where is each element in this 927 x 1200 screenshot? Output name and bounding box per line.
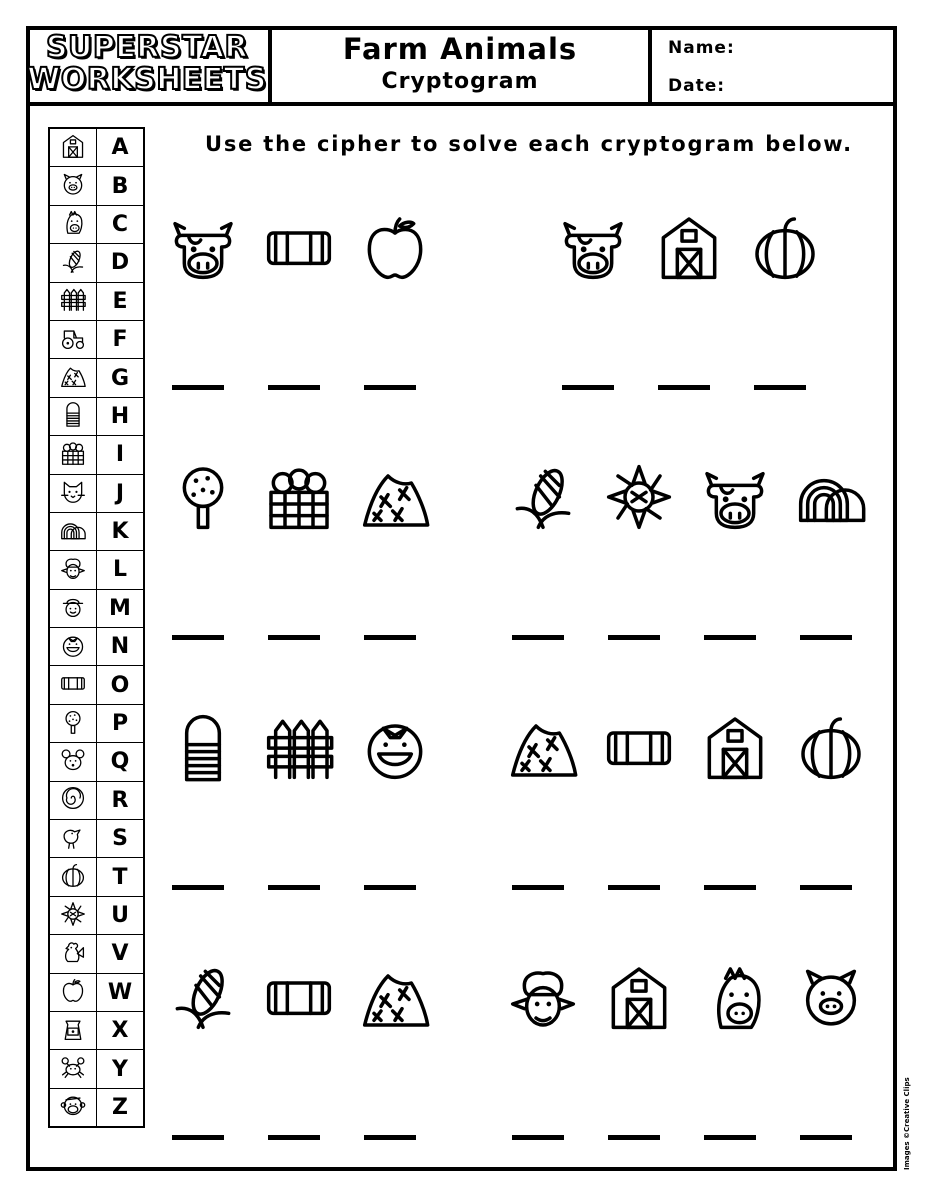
cipher-row bbox=[49, 743, 144, 781]
pumpkin-icon bbox=[49, 858, 97, 896]
answer-blank[interactable] bbox=[608, 1135, 660, 1140]
cipher-letter: O bbox=[97, 666, 145, 704]
snail-icon bbox=[49, 781, 97, 819]
barn-icon bbox=[654, 212, 724, 286]
mouse-icon bbox=[49, 743, 97, 781]
cipher-letter: X bbox=[97, 1011, 145, 1049]
cipher-letter: M bbox=[97, 589, 145, 627]
answer-blank[interactable] bbox=[608, 885, 660, 890]
corn-icon bbox=[168, 962, 238, 1036]
answer-blank[interactable] bbox=[754, 385, 806, 390]
haystack-icon bbox=[49, 359, 97, 397]
sunflower-icon bbox=[604, 462, 674, 536]
cipher-letter: L bbox=[97, 551, 145, 589]
sheep-icon bbox=[49, 551, 97, 589]
corn-icon bbox=[49, 244, 97, 282]
answer-blank[interactable] bbox=[512, 635, 564, 640]
fence-icon bbox=[49, 282, 97, 320]
cipher-letter: V bbox=[97, 935, 145, 973]
cow-icon bbox=[558, 212, 628, 286]
cipher-letter: A bbox=[97, 128, 145, 167]
cipher-row bbox=[49, 167, 144, 205]
answer-blank[interactable] bbox=[364, 635, 416, 640]
apple-basket-icon bbox=[49, 436, 97, 474]
name-label: Name: bbox=[668, 38, 735, 58]
tomato-icon bbox=[49, 628, 97, 666]
cat-icon bbox=[49, 474, 97, 512]
logo bbox=[26, 26, 272, 102]
answer-blank[interactable] bbox=[512, 1135, 564, 1140]
cipher-letter: D bbox=[97, 244, 145, 282]
answer-blank[interactable] bbox=[800, 1135, 852, 1140]
silo-icon bbox=[49, 397, 97, 435]
apple-icon bbox=[360, 212, 430, 286]
pumpkin-icon bbox=[796, 712, 866, 786]
pumpkin-icon bbox=[750, 212, 820, 286]
name-date-box bbox=[662, 26, 892, 102]
answer-blank[interactable] bbox=[268, 885, 320, 890]
cipher-letter: J bbox=[97, 474, 145, 512]
answer-blank[interactable] bbox=[704, 635, 756, 640]
cipher-letter: K bbox=[97, 512, 145, 550]
cow-icon bbox=[700, 462, 770, 536]
monkey-icon bbox=[49, 1088, 97, 1127]
answer-blank[interactable] bbox=[658, 385, 710, 390]
cipher-letter: H bbox=[97, 397, 145, 435]
answer-blank[interactable] bbox=[704, 885, 756, 890]
hay-roll-icon bbox=[796, 462, 866, 536]
answer-blank[interactable] bbox=[172, 885, 224, 890]
cipher-row bbox=[49, 1088, 144, 1127]
haystack-icon bbox=[508, 712, 578, 786]
cipher-row bbox=[49, 628, 144, 666]
worksheet-header bbox=[26, 26, 897, 106]
cipher-row bbox=[49, 282, 144, 320]
image-credit: Images ©Creative Clips bbox=[903, 1077, 911, 1170]
answer-blank[interactable] bbox=[172, 1135, 224, 1140]
crab-icon bbox=[49, 1050, 97, 1088]
haystack-icon bbox=[360, 462, 430, 536]
cipher-letter: G bbox=[97, 359, 145, 397]
cipher-row bbox=[49, 896, 144, 934]
tractor-icon bbox=[49, 320, 97, 358]
hay-bale-icon bbox=[264, 962, 334, 1036]
answer-blank[interactable] bbox=[562, 385, 614, 390]
answer-blank[interactable] bbox=[268, 385, 320, 390]
haystack-icon bbox=[360, 962, 430, 1036]
answer-blank[interactable] bbox=[704, 1135, 756, 1140]
cipher-row bbox=[49, 781, 144, 819]
cipher-letter: N bbox=[97, 628, 145, 666]
answer-blank[interactable] bbox=[800, 885, 852, 890]
sheep-icon bbox=[508, 962, 578, 1036]
farmer-icon bbox=[49, 589, 97, 627]
rooster-icon bbox=[49, 935, 97, 973]
cipher-letter: B bbox=[97, 167, 145, 205]
cipher-row bbox=[49, 973, 144, 1011]
cipher-letter: C bbox=[97, 205, 145, 243]
hay-bale-icon bbox=[264, 212, 334, 286]
answer-blank[interactable] bbox=[268, 635, 320, 640]
answer-blank[interactable] bbox=[268, 1135, 320, 1140]
answer-blank[interactable] bbox=[800, 635, 852, 640]
cipher-letter: Y bbox=[97, 1050, 145, 1088]
cipher-letter: Z bbox=[97, 1088, 145, 1127]
answer-blank[interactable] bbox=[172, 385, 224, 390]
cipher-row bbox=[49, 820, 144, 858]
cipher-letter: P bbox=[97, 704, 145, 742]
apple-basket-icon bbox=[264, 462, 334, 536]
hay-roll-icon bbox=[49, 512, 97, 550]
tomato-icon bbox=[360, 712, 430, 786]
silo-icon bbox=[168, 712, 238, 786]
answer-blank[interactable] bbox=[364, 385, 416, 390]
pig-icon bbox=[49, 167, 97, 205]
cipher-row bbox=[49, 205, 144, 243]
cipher-letter: U bbox=[97, 896, 145, 934]
hay-bale-icon bbox=[49, 666, 97, 704]
answer-blank[interactable] bbox=[512, 885, 564, 890]
apple-icon bbox=[49, 973, 97, 1011]
pig-icon bbox=[796, 962, 866, 1036]
cipher-row bbox=[49, 320, 144, 358]
cipher-letter: W bbox=[97, 973, 145, 1011]
cipher-letter: I bbox=[97, 436, 145, 474]
cipher-row bbox=[49, 474, 144, 512]
cipher-row bbox=[49, 397, 144, 435]
logo-line2: WORKSHEETS bbox=[27, 62, 267, 97]
tree-icon bbox=[168, 462, 238, 536]
cipher-row bbox=[49, 935, 144, 973]
cipher-letter: R bbox=[97, 781, 145, 819]
horse-icon bbox=[700, 962, 770, 1036]
cipher-letter: F bbox=[97, 320, 145, 358]
page-subtitle: Cryptogram bbox=[381, 69, 539, 94]
logo-line1: SUPERSTAR bbox=[45, 30, 249, 65]
fence-icon bbox=[264, 712, 334, 786]
cipher-row bbox=[49, 666, 144, 704]
cipher-row bbox=[49, 512, 144, 550]
horse-icon bbox=[49, 205, 97, 243]
cipher-row bbox=[49, 704, 144, 742]
answer-blank[interactable] bbox=[608, 635, 660, 640]
sunflower-icon bbox=[49, 896, 97, 934]
barn-icon bbox=[49, 128, 97, 167]
answer-blank[interactable] bbox=[172, 635, 224, 640]
cipher-row bbox=[49, 589, 144, 627]
tree-icon bbox=[49, 704, 97, 742]
answer-blank[interactable] bbox=[364, 1135, 416, 1140]
answer-blank[interactable] bbox=[364, 885, 416, 890]
cipher-letter: S bbox=[97, 820, 145, 858]
cipher-row bbox=[49, 359, 144, 397]
title-box bbox=[272, 26, 652, 102]
date-label: Date: bbox=[668, 76, 726, 96]
barn-icon bbox=[604, 962, 674, 1036]
cipher-row bbox=[49, 1011, 144, 1049]
bird-icon bbox=[49, 820, 97, 858]
cipher-letter: T bbox=[97, 858, 145, 896]
cipher-row bbox=[49, 551, 144, 589]
instructions: Use the cipher to solve each cryptogram below. bbox=[205, 132, 853, 156]
cipher-key-table bbox=[48, 127, 145, 1128]
cipher-row bbox=[49, 1050, 144, 1088]
cipher-letter: E bbox=[97, 282, 145, 320]
cipher-row bbox=[49, 436, 144, 474]
cipher-row bbox=[49, 128, 144, 167]
cipher-row bbox=[49, 244, 144, 282]
cipher-letter: Q bbox=[97, 743, 145, 781]
cipher-row bbox=[49, 858, 144, 896]
hay-bale-icon bbox=[604, 712, 674, 786]
feed-sack-icon bbox=[49, 1011, 97, 1049]
page-title: Farm Animals bbox=[342, 32, 578, 66]
corn-icon bbox=[508, 462, 578, 536]
cow-icon bbox=[168, 212, 238, 286]
barn-icon bbox=[700, 712, 770, 786]
